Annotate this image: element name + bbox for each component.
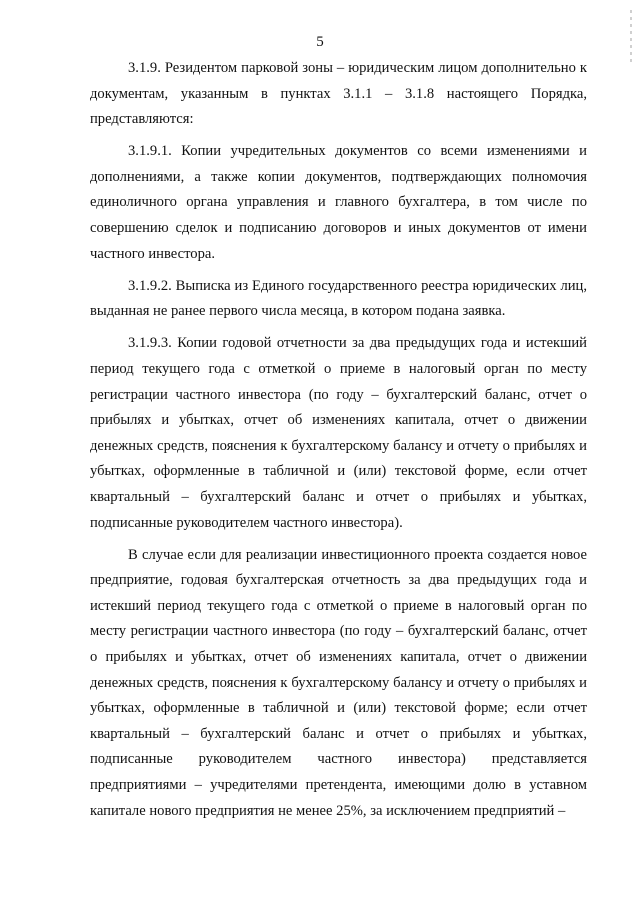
page-number: 5 xyxy=(316,34,324,50)
document-body xyxy=(90,56,587,831)
paragraph-3-1-9-1: 3.1.9.1. Копии учредительных документов со всеми изменениями и дополнениями, а также копии документов, подтверждающих полномочия единоличного органа управления и главного бухгалтера, в том числе по совершению сделок и подписанию договоров и иных документов от имени частного инвестора. xyxy=(90,143,587,262)
paragraph-3-1-9-3: 3.1.9.3. Копии годовой отчетности за два предыдущих года и истекший период текущего года с отметкой о приеме в налоговый орган по месту регистрации частного инвестора (по году – бухгалтерский баланс, отчет о прибылях и убытках, отчет об изменениях капитала, отчет о движении денежных средств, пояснения к бухгалтерскому балансу и отчету о прибылях и убытках, оформленные в табличной и (или) текстовой форме, если отчет квартальный – бухгалтерский баланс и отчет о прибылях и убытках, подписанные руководителем частного инвестора). xyxy=(90,335,587,531)
paragraph-3-1-9-2: 3.1.9.2. Выписка из Единого государственного реестра юридических лиц, выданная не ранее первого числа месяца, в котором подана заявка. xyxy=(90,277,587,320)
paragraph-3-1-9: 3.1.9. Резидентом парковой зоны – юридическим лицом дополнительно к документам, указанным в пунктах 3.1.1 – 3.1.8 настоящего Порядка, представляются: xyxy=(90,60,587,128)
paragraph-new-enterprise: В случае если для реализации инвестиционного проекта создается новое предприятие, годовая бухгалтерская отчетность за два предыдущих года и истекший период текущего года с отметкой о приеме в налоговый орган по месту регистрации частного инвестора (по году – бухгалтерский баланс, отчет о прибылях и убытках, отчет об изменениях капитала, отчет о движении денежных средств, пояснения к бухгалтерскому балансу и отчету о прибылях и убытках, оформленные в табличной и (или) текстовой форме; если отчет квартальный – бухгалтерский баланс и отчет о прибылях и убытках, подписанные руководителем частного инвестора) представляется предприятиями – учредителями претендента, имеющими долю в уставном капитале нового предприятия не менее 25%, за исключением предприятий – xyxy=(90,546,587,819)
